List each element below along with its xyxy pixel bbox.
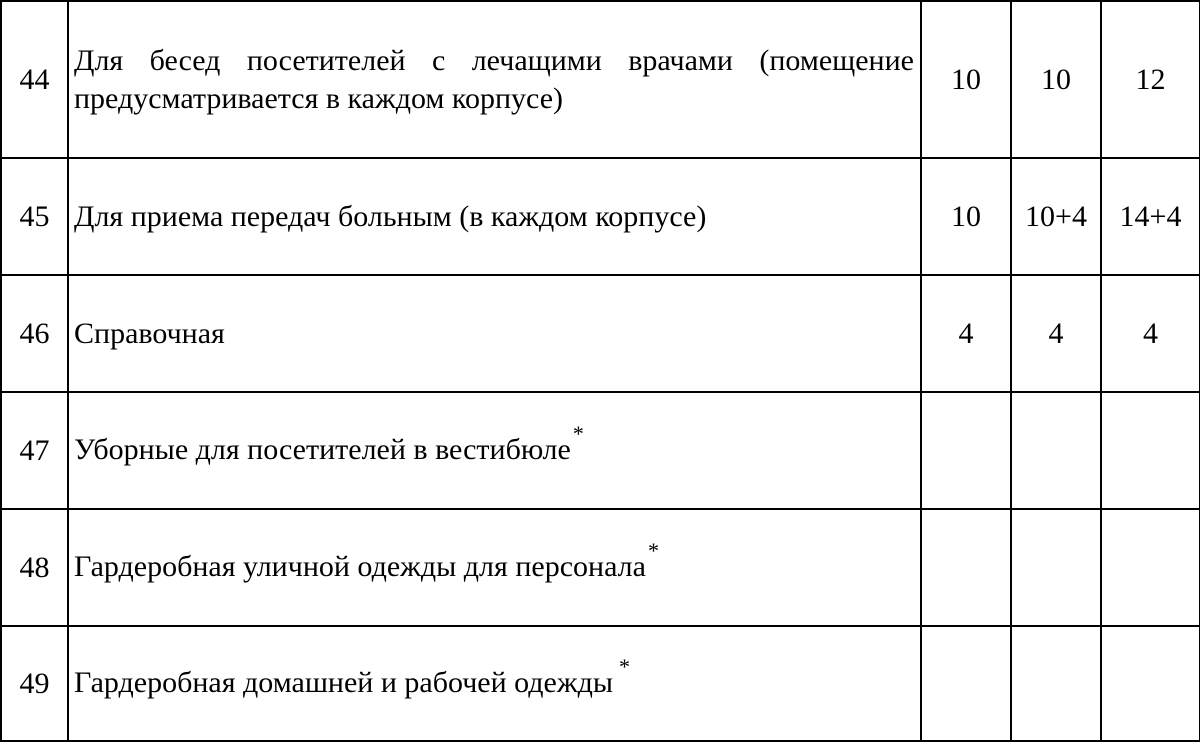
room-name-cell: [68, 1, 921, 158]
value-cell: [1011, 509, 1101, 626]
room-name: Гардеробная домашней и рабочей одежды: [74, 665, 614, 699]
value-cell: [1101, 509, 1200, 626]
value-cell: 4: [921, 275, 1011, 392]
table-row: [1, 392, 1200, 509]
value-cell: [1011, 392, 1101, 509]
value-cell: 10: [921, 1, 1011, 158]
table-row: [1, 275, 1200, 392]
row-number: 49: [1, 626, 68, 741]
value-cell: [1101, 392, 1200, 509]
room-name-cell: [68, 509, 921, 626]
table-row: [1, 1, 1200, 158]
value-cell: [921, 626, 1011, 741]
row-number: 46: [1, 275, 68, 392]
value-cell: 4: [1101, 275, 1200, 392]
value-cell: 4: [1011, 275, 1101, 392]
room-name: Гардеробная уличной одежды для персонала: [74, 549, 646, 583]
value-cell: 10+4: [1011, 158, 1101, 275]
footnote-mark: *: [647, 537, 659, 563]
room-name-cell: [68, 626, 921, 741]
value-cell: [921, 509, 1011, 626]
room-name-cell: [68, 275, 921, 392]
table-row: [1, 626, 1200, 741]
value-cell: 12: [1101, 1, 1200, 158]
room-name: Справочная: [74, 316, 225, 350]
value-cell: 14+4: [1101, 158, 1200, 275]
footnote-mark: *: [619, 653, 631, 679]
value-cell: [1011, 626, 1101, 741]
table-row: [1, 158, 1200, 275]
value-cell: [1101, 626, 1200, 741]
row-number: 45: [1, 158, 68, 275]
room-name-cell: [68, 158, 921, 275]
room-name: Уборные для посетителей в вестибюле: [74, 432, 571, 466]
value-cell: 10: [921, 158, 1011, 275]
value-cell: 10: [1011, 1, 1101, 158]
room-name: Для бесед посетителей с лечащими врачами (помещение предусматривается в каждом корпусе): [74, 43, 914, 115]
room-name: Для приема передач больным (в каждом корпусе): [74, 199, 707, 233]
footnote-mark: *: [572, 420, 584, 446]
table-row: [1, 509, 1200, 626]
row-number: 44: [1, 1, 68, 158]
row-number: 47: [1, 392, 68, 509]
room-name-cell: [68, 392, 921, 509]
row-number: 48: [1, 509, 68, 626]
value-cell: [921, 392, 1011, 509]
